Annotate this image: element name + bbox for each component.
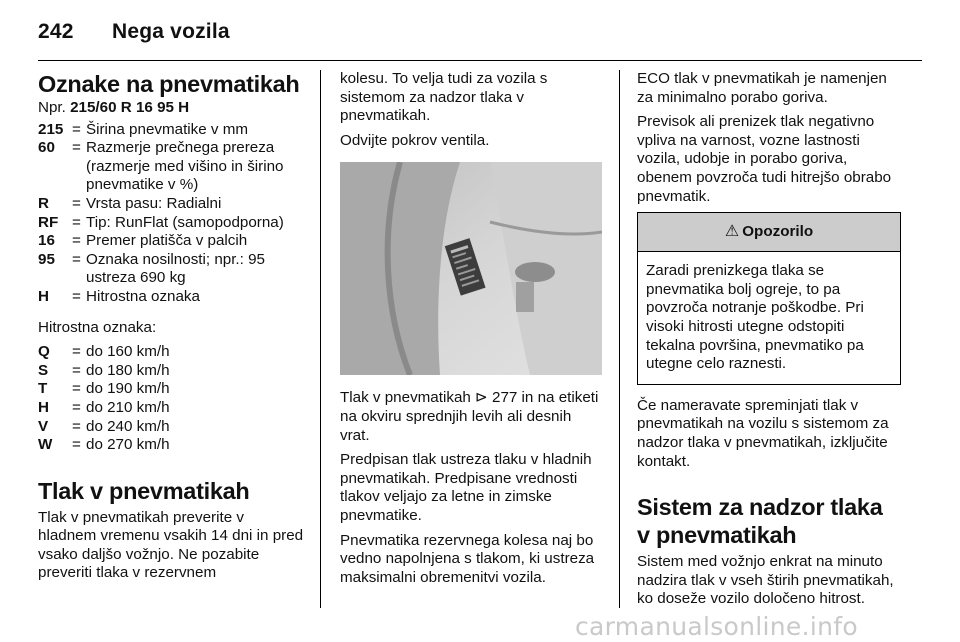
markings-table bbox=[38, 121, 304, 307]
marking-row-key: 60 bbox=[38, 139, 55, 157]
speed-row-text: do 210 km/h bbox=[86, 398, 170, 416]
marking-row-text: Razmerje prečnega prereza (razmerje med višino in širino pnevmatike v %) bbox=[86, 139, 284, 194]
speed-row bbox=[38, 436, 304, 455]
speed-row bbox=[38, 343, 304, 362]
spare-pressure-paragraph: Pnevmatika rezervnega kolesa naj bo vedno napolnjena s tlakom, ki ustreza maksimalni obremenitvi vozila. bbox=[340, 531, 595, 586]
marking-row-text: Oznaka nosilnosti; npr.: 95 ustreza 690 kg bbox=[86, 250, 265, 287]
warning-box bbox=[637, 212, 901, 385]
marking-row-key: 16 bbox=[38, 232, 55, 250]
marking-row-key: RF bbox=[38, 213, 59, 231]
column-1 bbox=[38, 70, 304, 589]
warning-icon: ⚠ bbox=[724, 223, 740, 241]
speed-row-eq: = bbox=[72, 343, 81, 361]
warning-text: Zaradi prenizkega tlaka se pnevmatika bolj ogreje, to pa povzroča notranje poškodbe. Pri visoki hitrosti utegne odstopiti tekalna površina, pnevmatiko pa utegne celo raznesti. bbox=[646, 262, 864, 373]
example-prefix: Npr. bbox=[38, 99, 66, 116]
speed-row-key: Q bbox=[38, 343, 50, 361]
tire-pressure-heading: Tlak v pnevmatikah bbox=[38, 477, 250, 504]
speed-row bbox=[38, 362, 304, 381]
marking-row-text: Vrsta pasu: Radialni bbox=[86, 194, 222, 212]
marking-row bbox=[38, 251, 304, 288]
marking-row-text: Hitrostna oznaka bbox=[86, 287, 200, 305]
speed-table bbox=[38, 343, 304, 455]
marking-row-eq: = bbox=[72, 213, 81, 231]
speed-rating-heading: Hitrostna oznaka: bbox=[38, 318, 157, 336]
header-rule bbox=[38, 60, 922, 61]
marking-row bbox=[38, 214, 304, 233]
marking-row bbox=[38, 288, 304, 307]
tire-markings-heading: Oznake na pnevmatikah bbox=[38, 71, 300, 97]
marking-row-eq: = bbox=[72, 250, 81, 268]
column-divider-2 bbox=[619, 70, 620, 608]
valve-cap-paragraph: Odvijte pokrov ventila. bbox=[340, 131, 490, 149]
speed-row bbox=[38, 418, 304, 437]
speed-row-text: do 240 km/h bbox=[86, 417, 170, 435]
column-3 bbox=[637, 70, 901, 615]
marking-row bbox=[38, 139, 304, 195]
column-2 bbox=[340, 70, 602, 593]
speed-row-eq: = bbox=[72, 436, 81, 454]
example-line bbox=[38, 99, 304, 118]
speed-row-text: do 180 km/h bbox=[86, 361, 170, 379]
warning-title: Opozorilo bbox=[742, 223, 814, 241]
eco-pressure-paragraph: ECO tlak v pnevmatikah je namenjen za minimalno porabo goriva. bbox=[637, 70, 887, 106]
marking-row-eq: = bbox=[72, 232, 81, 250]
speed-row-text: do 270 km/h bbox=[86, 436, 170, 454]
speed-row bbox=[38, 380, 304, 399]
marking-row bbox=[38, 232, 304, 251]
page-header bbox=[38, 20, 230, 44]
door-label-photo bbox=[340, 162, 602, 375]
column-divider-1 bbox=[320, 70, 321, 608]
warning-header bbox=[638, 213, 900, 252]
speed-row-key: W bbox=[38, 436, 53, 454]
pressure-reference-paragraph: Tlak v pnevmatikah ⊳ 277 in na etiketi na okviru sprednjih levih ali desnih vrat. bbox=[340, 389, 599, 444]
marking-row-eq: = bbox=[72, 120, 81, 138]
tpms-paragraph: Sistem med vožnjo enkrat na minuto nadzira tlak v vseh štirih pnevmatikah, ko doseže vozilo določeno hitrost. bbox=[637, 553, 894, 608]
speed-row-key: H bbox=[38, 398, 49, 416]
marking-row-key: H bbox=[38, 287, 49, 305]
marking-row bbox=[38, 195, 304, 214]
marking-row-key: 95 bbox=[38, 250, 55, 268]
marking-row-text: Premer platišča v palcih bbox=[86, 232, 248, 250]
speed-row-text: do 190 km/h bbox=[86, 380, 170, 398]
tire-pressure-paragraph: Tlak v pnevmatikah preverite v hladnem vremenu vsakih 14 dni in pred vsako daljšo vožnjo. Ne pozabite preveriti tlaka v rezervnem bbox=[38, 508, 304, 582]
tpms-heading: Sistem za nadzor tlaka v pnevmatikah bbox=[637, 494, 883, 549]
speed-row-key: V bbox=[38, 417, 49, 435]
speed-row-eq: = bbox=[72, 417, 81, 435]
marking-row-text: Tip: RunFlat (samopodporna) bbox=[86, 213, 284, 231]
example-value: 215/60 R 16 95 H bbox=[70, 99, 190, 116]
speed-row-eq: = bbox=[72, 361, 81, 379]
speed-row-key: T bbox=[38, 380, 48, 398]
marking-row-text: Širina pnevmatike v mm bbox=[86, 120, 249, 138]
speed-row bbox=[38, 399, 304, 418]
marking-row bbox=[38, 121, 304, 140]
pressure-effects-paragraph: Previsok ali prenizek tlak negativno vpliva na varnost, vozne lastnosti vozila, udobje in porabo goriva, obenem povzroča tudi hitrejšo obrabo pnevmatik. bbox=[637, 113, 892, 205]
marking-row-eq: = bbox=[72, 194, 81, 212]
marking-row-eq: = bbox=[72, 287, 81, 305]
speed-row-key: S bbox=[38, 361, 49, 379]
cold-tire-paragraph: Predpisan tlak ustreza tlaku v hladnih pnevmatikah. Predpisane vrednosti tlakov veljajo za letne in zimske pnevmatike. bbox=[340, 451, 592, 524]
marking-row-key: R bbox=[38, 194, 49, 212]
spare-wheel-paragraph: kolesu. To velja tudi za vozila s sistemom za nadzor tlaka v pnevmatikah. bbox=[340, 70, 548, 125]
watermark: carmanualsonline.info bbox=[575, 612, 858, 641]
page-section-title: Nega vozila bbox=[112, 20, 230, 43]
speed-row-text: do 160 km/h bbox=[86, 343, 170, 361]
speed-row-eq: = bbox=[72, 398, 81, 416]
speed-row-eq: = bbox=[72, 380, 81, 398]
tpms-ignition-paragraph: Če nameravate spreminjati tlak v pnevmatikah na vozilu s sistemom za nadzor tlaka v pnevmatikah, izključite kontakt. bbox=[637, 396, 889, 470]
marking-row-eq: = bbox=[72, 139, 81, 157]
marking-row-key: 215 bbox=[38, 120, 64, 138]
page-number: 242 bbox=[38, 20, 74, 43]
